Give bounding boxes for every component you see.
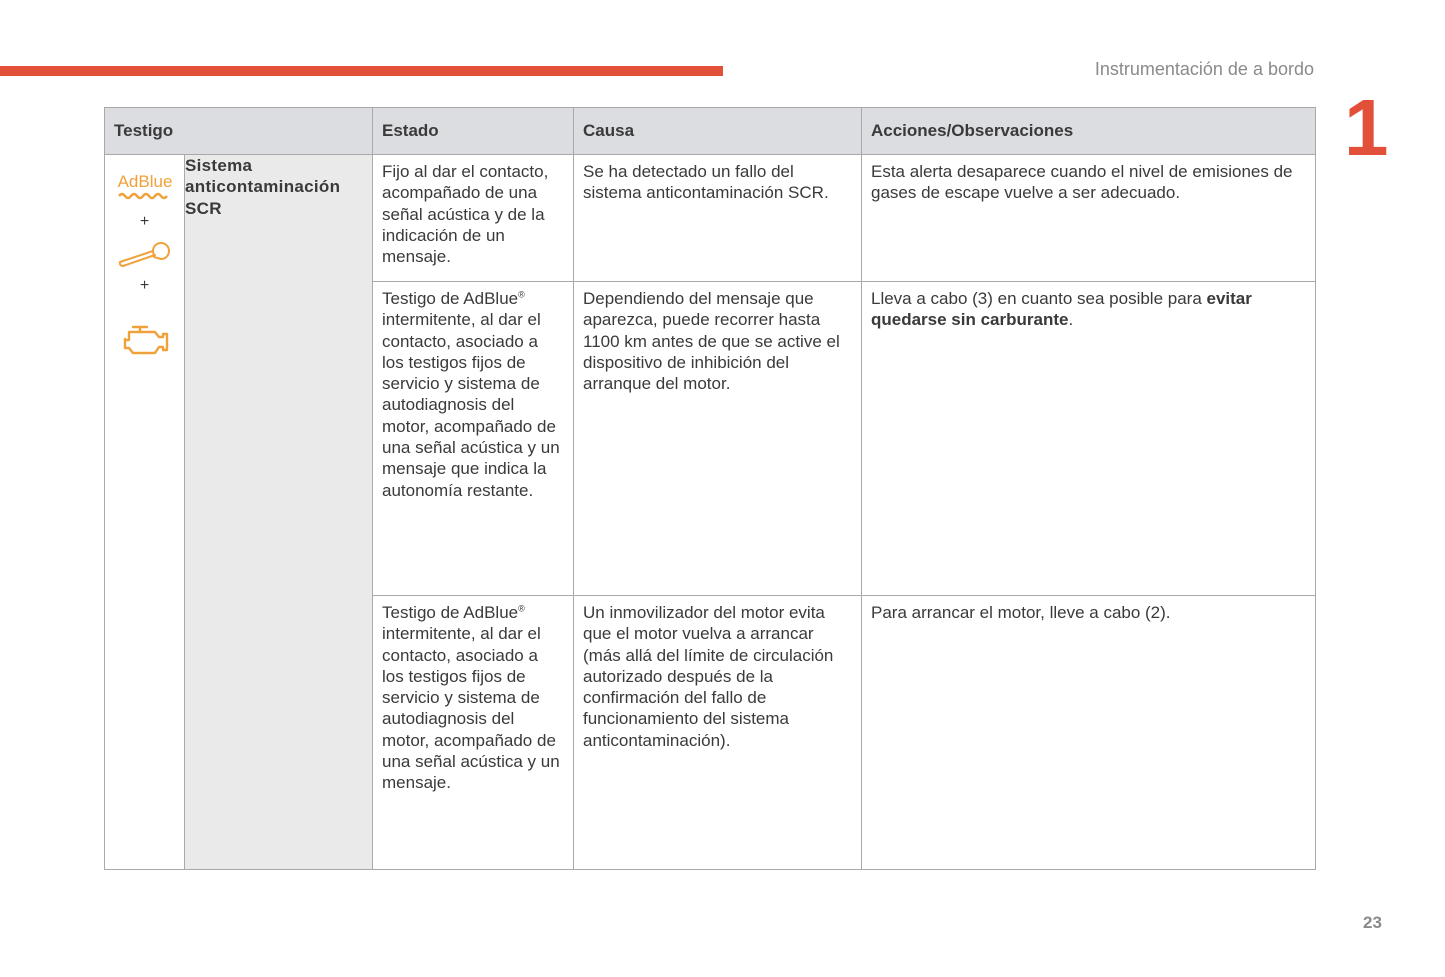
acciones-cell: Para arrancar el motor, lleve a cabo (2). [862,596,1316,870]
system-name-cell: Sistema anticontaminación SCR [185,155,373,870]
estado-text: intermitente, al dar el contacto, asociado a los testigos fijos de servicio y sistema de autodiagnosis del motor, acompañado de una señal acústica y un mensaje que indica la autonomía restante. [382,310,560,500]
estado-cell: Fijo al dar el contacto, acompañado de una señal acústica y de la indicación de un mensaje. [373,155,574,282]
table-row [105,155,1316,282]
adblue-icon-label: AdBlue [117,172,173,191]
estado-cell [373,282,574,596]
causa-cell: Se ha detectado un fallo del sistema anticontaminación SCR. [574,155,862,282]
section-title: Instrumentación de a bordo [1094,59,1314,79]
engine-check-icon [121,321,171,361]
acciones-cell: Esta alerta desaparece cuando el nivel de emisiones de gases de escape vuelve a ser adecuado. [862,155,1316,282]
acciones-text: Lleva a cabo (3) en cuanto sea posible para [871,289,1207,308]
acciones-emphasis: evitar quedarse sin carburante [871,289,1252,330]
chapter-number: 1 [1344,83,1389,172]
plus-sign: + [139,213,150,230]
column-header-causa: Causa [574,108,862,155]
column-header-estado: Estado [373,108,574,155]
page-number: 23 [1363,913,1382,932]
estado-cell [373,596,574,870]
estado-text: intermitente, al dar el contacto, asociado a los testigos fijos de servicio y sistema de autodiagnosis del motor, acompañado de una señal acústica y un mensaje. [382,624,560,793]
header-accent-bar [0,66,723,76]
table-header-row [105,108,1316,155]
plus-sign: + [139,277,150,294]
adblue-icon [115,169,175,203]
acciones-cell [862,282,1316,596]
wrench-icon [117,239,173,269]
acciones-text: . [1068,310,1074,330]
warning-lights-table [104,107,1316,870]
causa-cell: Un inmovilizador del motor evita que el motor vuelva a arrancar (más allá del límite de circulación autorizado después de la confirmación del fallo de funcionamiento del sistema anticontaminación). [574,596,862,870]
estado-text: Testigo de AdBlue [382,289,519,308]
causa-cell: Dependiendo del mensaje que aparezca, puede recorrer hasta 1100 km antes de que se active el dispositivo de inhibición del arranque del motor. [574,282,862,596]
estado-text: Testigo de AdBlue [382,603,519,622]
column-header-testigo: Testigo [105,108,373,155]
column-header-acciones: Acciones/Observaciones [862,108,1316,155]
indicator-icons-cell [105,155,185,870]
registered-mark: ® [518,289,525,300]
registered-mark: ® [518,603,525,614]
